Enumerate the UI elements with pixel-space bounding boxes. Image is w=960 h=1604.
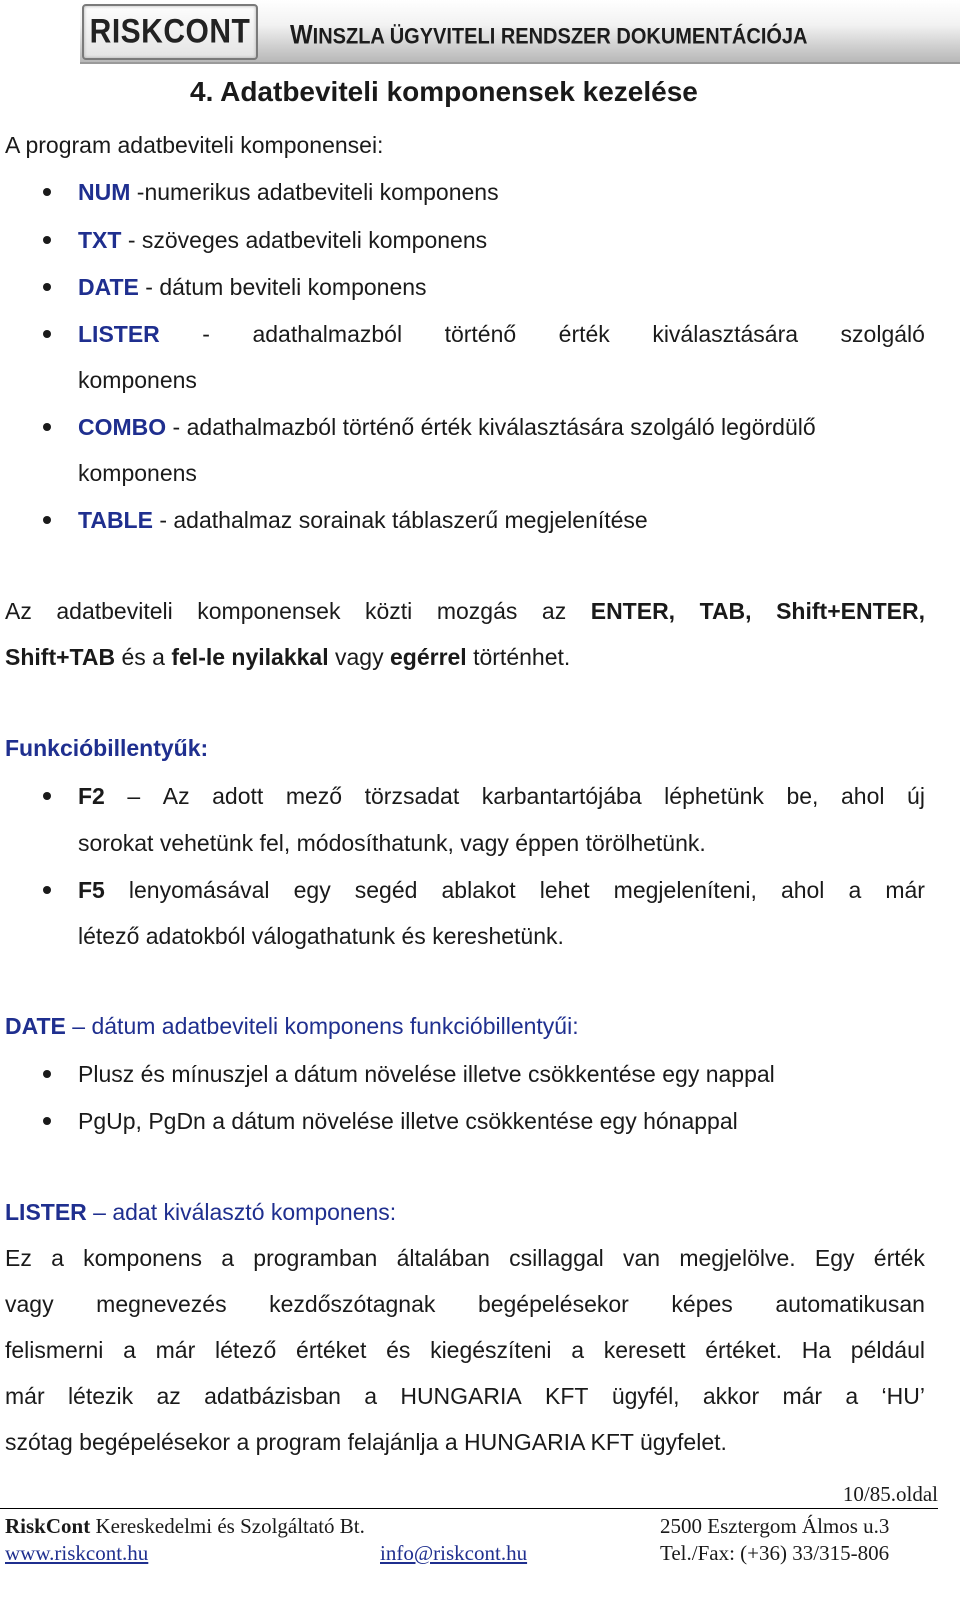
- footer-website-link[interactable]: www.riskcont.hu: [5, 1541, 149, 1565]
- bullet: [43, 236, 51, 244]
- date-item-plus-minus: Plusz és mínuszjel a dátum növelése illetve csökkentése egy nappal: [78, 1061, 775, 1087]
- date-section-title: DATE – dátum adatbeviteli komponens funkcióbillentyűi:: [5, 1013, 579, 1039]
- footer-company: RiskCont Kereskedelmi és Szolgáltató Bt.: [5, 1514, 365, 1538]
- f2-description-line2: sorokat vehetünk fel, módosíthatunk, vagy éppen törölhetünk.: [78, 830, 706, 856]
- page-number: 10/85.oldal: [842, 1482, 938, 1506]
- f2-description-line1: F2 – Az adott mező törzsadat karbantartójába léphetünk be, ahol új: [78, 783, 925, 809]
- lister-paragraph-line3: felismerni a már létező értéket és kiegészíteni a keresett értéket. Ha például: [5, 1337, 925, 1363]
- document-footer: [0, 1480, 960, 1604]
- bullet: [43, 423, 51, 431]
- list-item-date: DATE - dátum beviteli komponens: [78, 274, 427, 300]
- footer-address: 2500 Esztergom Álmos u.3: [660, 1514, 890, 1538]
- bullet: [43, 516, 51, 524]
- bullet: [43, 330, 51, 338]
- bullet: [43, 1070, 51, 1078]
- navigation-paragraph-line2: Shift+TAB és a fel-le nyilakkal vagy egérrel történhet.: [5, 644, 571, 670]
- logo-text: RISKCONT: [89, 12, 251, 51]
- footer-divider: [0, 1508, 938, 1509]
- bullet: [43, 1117, 51, 1125]
- list-item-lister-cont: komponens: [78, 367, 197, 393]
- footer-phone: Tel./Fax: (+36) 33/315-806: [660, 1541, 890, 1565]
- bullet: [43, 283, 51, 291]
- lister-paragraph-line4: már létezik az adatbázisban a HUNGARIA KFT ügyfél, akkor már a ‘HU’: [5, 1383, 925, 1409]
- section-heading: 4. Adatbeviteli komponensek kezelése: [190, 76, 698, 107]
- bullet: [43, 886, 51, 894]
- bullet: [43, 188, 51, 196]
- list-item-num: NUM -numerikus adatbeviteli komponens: [78, 179, 499, 205]
- list-item-combo: COMBO - adathalmazból történő érték kiválasztására szolgáló legördülő: [78, 414, 816, 440]
- list-item-table: TABLE - adathalmaz sorainak táblaszerű megjelenítése: [78, 507, 648, 533]
- lister-paragraph-line2: vagy megnevezés kezdőszótagnak begépelésekor képes automatikusan: [5, 1291, 925, 1317]
- lister-section-title: LISTER – adat kiválasztó komponens:: [5, 1199, 397, 1225]
- header-title: WINSZLA ÜGYVITELI RENDSZER DOKUMENTÁCIÓJA: [290, 20, 808, 51]
- date-item-pgup-pgdn: PgUp, PgDn a dátum növelése illetve csökkentése egy hónappal: [78, 1108, 738, 1134]
- list-item-txt: TXT - szöveges adatbeviteli komponens: [78, 227, 488, 253]
- list-item-lister: LISTER - adathalmazból történő érték kiválasztására szolgáló: [78, 321, 925, 347]
- lister-paragraph-line5: szótag begépelésekor a program felajánlja a HUNGARIA KFT ügyfelet.: [5, 1429, 727, 1455]
- function-keys-title: Funkcióbillentyűk:: [5, 735, 209, 761]
- list-item-combo-cont: komponens: [78, 460, 197, 486]
- footer-email-link[interactable]: info@riskcont.hu: [380, 1541, 528, 1565]
- navigation-paragraph-line1: Az adatbeviteli komponensek közti mozgás az ENTER, TAB, Shift+ENTER,: [5, 598, 925, 624]
- f5-description-line2: létező adatokból válogathatunk és kereshetünk.: [78, 923, 564, 949]
- riskcont-logo: [82, 4, 258, 60]
- intro-text: A program adatbeviteli komponensei:: [5, 132, 384, 158]
- bullet: [43, 792, 51, 800]
- f5-description-line1: F5 lenyomásával egy segéd ablakot lehet megjeleníteni, ahol a már: [78, 877, 925, 903]
- document-header: [80, 0, 960, 64]
- lister-paragraph-line1: Ez a komponens a programban általában csillaggal van megjelölve. Egy érték: [5, 1245, 925, 1271]
